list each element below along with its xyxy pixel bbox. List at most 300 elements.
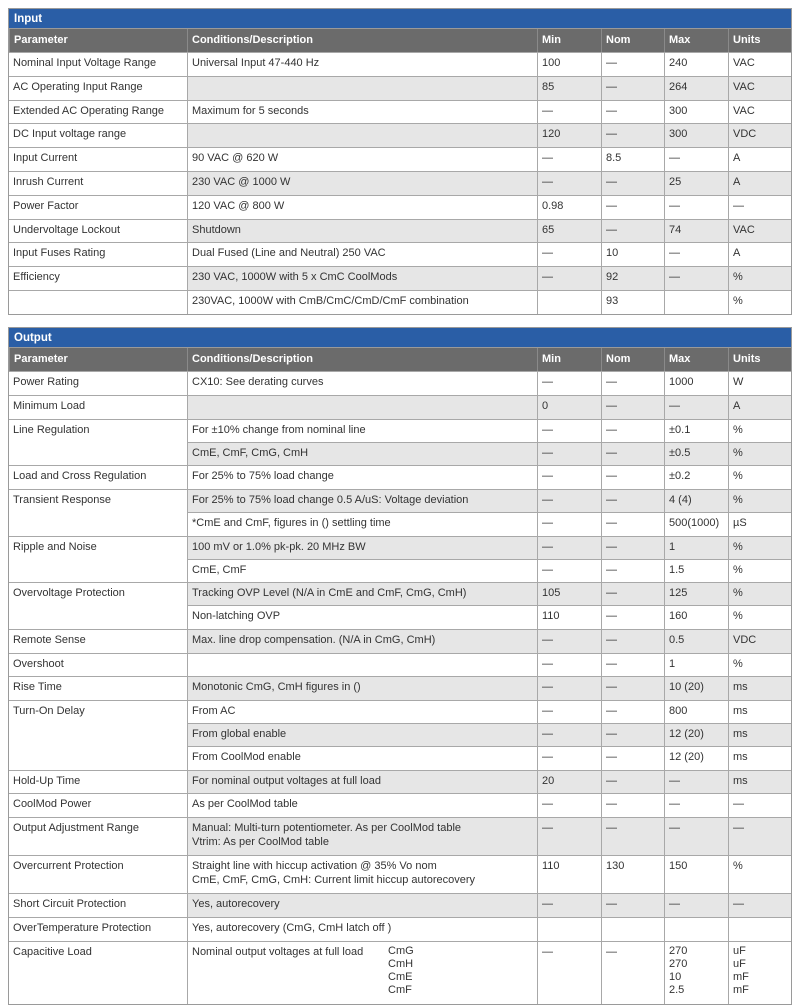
table-row — [9, 676, 791, 700]
units-cell: % — [728, 267, 791, 290]
param-cell: Remote Sense — [13, 633, 86, 646]
units-cell: VDC — [728, 630, 791, 653]
max-cell: ±0.1 — [664, 420, 728, 442]
min-cell: 110 — [537, 606, 601, 628]
max-cell: 74 — [664, 220, 728, 243]
param-cell: Turn-On Delay — [13, 705, 85, 718]
units-cell: % — [728, 420, 791, 442]
nom-cell: — — [601, 490, 664, 512]
capacitive-label: CmG — [388, 944, 414, 957]
nom-cell — [601, 918, 664, 941]
condition-line: Vtrim: As per CoolMod table — [192, 836, 329, 849]
header-max: Max — [664, 348, 728, 371]
condition-cell: Dual Fused (Line and Neutral) 250 VAC — [187, 243, 537, 266]
condition-line: For ±10% change from nominal line — [192, 423, 366, 436]
param-cell: Efficiency — [13, 271, 60, 284]
nom-cell: — — [601, 677, 664, 700]
sub-row — [187, 856, 791, 893]
max-cell: 1.5 — [664, 560, 728, 582]
capacitive-units: uF — [733, 957, 746, 970]
param-cell: Capacitive Load — [13, 945, 92, 958]
table-row — [9, 629, 791, 653]
condition-cell — [187, 918, 537, 941]
header-conditions: Conditions/Description — [187, 348, 537, 371]
condition-line: From AC — [192, 705, 236, 718]
nom-cell: 130 — [601, 856, 664, 893]
header-min: Min — [537, 29, 601, 52]
sub-row — [187, 605, 791, 628]
sub-row — [187, 818, 791, 855]
param-cell: DC Input voltage range — [13, 128, 127, 141]
values-group — [187, 654, 791, 677]
condition-cell — [187, 77, 537, 100]
param-cell: CoolMod Power — [13, 798, 92, 811]
sub-row — [187, 372, 791, 395]
condition-line: CmE, CmF, CmG, CmH — [192, 446, 309, 459]
nom-cell: 10 — [601, 243, 664, 266]
min-cell: — — [537, 243, 601, 266]
nom-cell: — — [601, 724, 664, 746]
condition-line: From CoolMod enable — [192, 751, 301, 764]
max-cell: — — [664, 243, 728, 266]
min-cell: 100 — [537, 53, 601, 76]
min-cell: 85 — [537, 77, 601, 100]
condition-cell — [187, 794, 537, 817]
param-cell — [9, 290, 187, 314]
condition-cell — [187, 537, 537, 559]
values-group — [187, 490, 791, 536]
capacitive-label: CmE — [388, 970, 413, 983]
condition-cell — [187, 654, 537, 677]
header-units: Units — [728, 29, 791, 52]
condition-cell — [187, 856, 537, 893]
param-cell: Power Rating — [13, 376, 80, 388]
min-cell: — — [537, 818, 601, 855]
units-cell — [728, 918, 791, 941]
table-row — [9, 489, 791, 536]
sub-row — [187, 701, 791, 723]
min-cell: — — [537, 466, 601, 489]
max-cell: — — [664, 196, 728, 219]
units-cell: A — [728, 396, 791, 419]
units-cell: % — [728, 537, 791, 559]
condition-cell: Maximum for 5 seconds — [187, 101, 537, 124]
sub-row — [187, 559, 791, 582]
condition-cell — [187, 942, 537, 1004]
units-cell: ms — [728, 701, 791, 723]
nom-cell: — — [601, 513, 664, 535]
sub-row — [187, 894, 791, 917]
param-cell: Transient Response — [13, 493, 112, 506]
min-cell: — — [537, 942, 601, 1004]
param-cell: Power Factor — [13, 199, 79, 212]
output-section-title: Output — [9, 328, 791, 348]
param-cell: AC Operating Input Range — [13, 80, 143, 93]
nom-cell: — — [601, 583, 664, 605]
condition-cell — [187, 396, 537, 419]
nom-cell: — — [601, 630, 664, 653]
nom-cell: 92 — [601, 267, 664, 290]
capacitive-units: mF — [733, 983, 749, 996]
param-cell: Hold-Up Time — [13, 774, 81, 787]
min-cell: 65 — [537, 220, 601, 243]
condition-cell — [187, 630, 537, 653]
table-row — [9, 653, 791, 677]
condition-cell — [187, 677, 537, 700]
nom-cell: — — [601, 53, 664, 76]
capacitive-label: CmH — [388, 957, 414, 970]
units-cell: % — [728, 856, 791, 893]
capacitive-max: 2.5 — [669, 983, 685, 996]
values-group — [187, 856, 791, 893]
table-row — [9, 219, 791, 243]
nom-cell: — — [601, 771, 664, 794]
sub-row — [187, 746, 791, 769]
nom-cell: — — [601, 172, 664, 195]
units-cell — [728, 942, 791, 1004]
header-units: Units — [728, 348, 791, 371]
max-cell: 12 (20) — [664, 747, 728, 769]
table-row — [9, 290, 791, 314]
capacitive-max: 10 — [669, 970, 682, 983]
min-cell: — — [537, 443, 601, 465]
input-section-title: Input — [9, 9, 791, 29]
condition-line: 100 mV or 1.0% pk-pk. 20 MHz BW — [192, 540, 366, 553]
param-cell: Overcurrent Protection — [13, 860, 124, 873]
table-row — [9, 700, 791, 769]
units-cell: % — [728, 466, 791, 489]
max-cell: 10 (20) — [664, 677, 728, 700]
condition-cell — [187, 372, 537, 395]
param-cell: Overvoltage Protection — [13, 587, 125, 600]
values-group — [187, 818, 791, 855]
units-cell: W — [728, 372, 791, 395]
capacitive-units: mF — [733, 970, 749, 983]
param-cell: Load and Cross Regulation — [13, 470, 147, 483]
min-cell: — — [537, 513, 601, 535]
max-cell: ±0.5 — [664, 443, 728, 465]
condition-cell — [187, 724, 537, 746]
sub-row — [187, 677, 791, 700]
header-nom: Nom — [601, 29, 664, 52]
condition-cell: Universal Input 47-440 Hz — [187, 53, 537, 76]
min-cell: 110 — [537, 856, 601, 893]
max-cell: 1 — [664, 537, 728, 559]
nom-cell: — — [601, 220, 664, 243]
input-table — [8, 8, 792, 315]
table-row — [9, 817, 791, 855]
min-cell: — — [537, 677, 601, 700]
min-cell: — — [537, 420, 601, 442]
min-cell: — — [537, 747, 601, 769]
nom-cell: — — [601, 466, 664, 489]
values-group — [187, 918, 791, 941]
max-cell: 125 — [664, 583, 728, 605]
units-cell: A — [728, 172, 791, 195]
table-row — [9, 582, 791, 629]
table-row — [9, 536, 791, 583]
header-min: Min — [537, 348, 601, 371]
min-cell: — — [537, 894, 601, 917]
max-cell: 1000 — [664, 372, 728, 395]
capacitive-labels — [388, 945, 414, 997]
nom-cell: 8.5 — [601, 148, 664, 171]
condition-cell: 90 VAC @ 620 W — [187, 148, 537, 171]
values-group — [187, 771, 791, 794]
header-conditions: Conditions/Description — [187, 29, 537, 52]
values-group — [187, 794, 791, 817]
units-cell: ms — [728, 771, 791, 794]
condition-line: Yes, autorecovery — [192, 898, 280, 911]
units-cell: % — [728, 606, 791, 628]
table-row — [9, 100, 791, 124]
values-group — [187, 583, 791, 629]
units-cell: — — [728, 196, 791, 219]
param-cell: Undervoltage Lockout — [13, 223, 121, 236]
condition-cell — [187, 420, 537, 442]
condition-line: CX10: See derating curves — [192, 376, 324, 388]
sub-row — [187, 420, 791, 442]
nom-cell: — — [601, 372, 664, 395]
condition-cell: 120 VAC @ 800 W — [187, 196, 537, 219]
condition-cell — [187, 560, 537, 582]
units-cell: — — [728, 894, 791, 917]
capacitive-max: 270 — [669, 957, 688, 970]
min-cell: — — [537, 101, 601, 124]
condition-line: For 25% to 75% load change — [192, 470, 334, 483]
max-cell: — — [664, 894, 728, 917]
nom-cell: — — [601, 396, 664, 419]
max-cell: 150 — [664, 856, 728, 893]
condition-text: Nominal output voltages at full load — [192, 945, 364, 958]
min-cell: — — [537, 630, 601, 653]
condition-cell — [187, 490, 537, 512]
sub-row — [187, 466, 791, 489]
max-cell: — — [664, 396, 728, 419]
values-group — [187, 466, 791, 489]
max-cell: 0.5 — [664, 630, 728, 653]
max-cell: 300 — [664, 101, 728, 124]
table-row-capacitive-load — [9, 941, 791, 1004]
param-cell: OverTemperature Protection — [13, 921, 152, 934]
capacitive-label: CmF — [388, 983, 412, 996]
units-cell: % — [728, 443, 791, 465]
min-cell: 20 — [537, 771, 601, 794]
min-cell: — — [537, 172, 601, 195]
condition-line: Yes, autorecovery (CmG, CmH latch off ) — [192, 921, 392, 934]
sub-row — [187, 771, 791, 794]
max-cell: 500(1000) — [664, 513, 728, 535]
param-cell: Nominal Input Voltage Range — [13, 57, 157, 69]
condition-line: CmE, CmF — [192, 563, 247, 576]
nom-cell: — — [601, 606, 664, 628]
units-cell: VAC — [728, 77, 791, 100]
units-cell: % — [728, 654, 791, 677]
units-cell: ms — [728, 677, 791, 700]
param-cell: Ripple and Noise — [13, 540, 97, 553]
values-group — [187, 701, 791, 769]
condition-cell — [187, 583, 537, 605]
condition-line: Straight line with hiccup activation @ 35% Vo nom — [192, 860, 437, 873]
condition-cell: 230VAC, 1000W with CmB/CmC/CmD/CmF combination — [187, 291, 537, 314]
param-cell: Short Circuit Protection — [13, 898, 127, 911]
table-row — [9, 371, 791, 395]
param-cell: Minimum Load — [13, 399, 86, 412]
units-cell: % — [728, 583, 791, 605]
condition-cell — [187, 894, 537, 917]
values-group — [187, 420, 791, 466]
sub-row — [187, 723, 791, 746]
sub-row — [187, 490, 791, 512]
condition-cell — [187, 466, 537, 489]
min-cell: — — [537, 794, 601, 817]
max-cell: 240 — [664, 53, 728, 76]
min-cell: — — [537, 654, 601, 677]
condition-cell — [187, 443, 537, 465]
condition-cell — [187, 747, 537, 769]
values-group — [187, 537, 791, 583]
nom-cell: — — [601, 560, 664, 582]
table-row — [9, 793, 791, 817]
table-row — [9, 855, 791, 893]
condition-cell: Shutdown — [187, 220, 537, 243]
table-row — [9, 419, 791, 466]
values-group — [187, 630, 791, 653]
max-cell: — — [664, 771, 728, 794]
units-cell: % — [728, 490, 791, 512]
header-parameter: Parameter — [9, 348, 187, 371]
units-cell: — — [728, 818, 791, 855]
condition-cell: 230 VAC, 1000W with 5 x CmC CoolMods — [187, 267, 537, 290]
max-cell: — — [664, 267, 728, 290]
nom-cell: — — [601, 77, 664, 100]
param-cell: Output Adjustment Range — [13, 822, 139, 835]
table-row — [9, 242, 791, 266]
nom-cell: — — [601, 701, 664, 723]
table-row — [9, 465, 791, 489]
min-cell: 105 — [537, 583, 601, 605]
max-cell: 160 — [664, 606, 728, 628]
nom-cell: — — [601, 443, 664, 465]
table-row — [9, 52, 791, 76]
min-cell: — — [537, 537, 601, 559]
max-cell: — — [664, 148, 728, 171]
units-cell: VAC — [728, 53, 791, 76]
condition-cell — [187, 513, 537, 535]
sub-row — [187, 630, 791, 653]
capacitive-units: uF — [733, 944, 746, 957]
table-row — [9, 917, 791, 941]
units-cell: VAC — [728, 101, 791, 124]
max-cell: 12 (20) — [664, 724, 728, 746]
nom-cell: — — [601, 420, 664, 442]
condition-line: Non-latching OVP — [192, 610, 281, 623]
header-max: Max — [664, 29, 728, 52]
sub-row — [187, 396, 791, 419]
min-cell: 0.98 — [537, 196, 601, 219]
nom-cell: — — [601, 942, 664, 1004]
max-cell: 25 — [664, 172, 728, 195]
min-cell: 0 — [537, 396, 601, 419]
sub-row — [187, 583, 791, 605]
max-cell — [664, 291, 728, 314]
table-row — [9, 171, 791, 195]
max-cell: 300 — [664, 124, 728, 147]
max-cell: — — [664, 794, 728, 817]
table-row — [9, 395, 791, 419]
nom-cell: — — [601, 654, 664, 677]
sub-row — [187, 442, 791, 465]
param-cell: Line Regulation — [13, 423, 90, 436]
nom-cell: 93 — [601, 291, 664, 314]
nom-cell: — — [601, 101, 664, 124]
table-row — [9, 195, 791, 219]
sub-row — [187, 918, 791, 941]
condition-line: Tracking OVP Level (N/A in CmE and CmF, CmG, CmH) — [192, 587, 467, 600]
units-cell: — — [728, 794, 791, 817]
max-cell: ±0.2 — [664, 466, 728, 489]
param-cell: Extended AC Operating Range — [13, 104, 165, 117]
nom-cell: — — [601, 747, 664, 769]
min-cell: — — [537, 490, 601, 512]
condition-line: Max. line drop compensation. (N/A in CmG, CmH) — [192, 633, 436, 646]
units-cell: % — [728, 560, 791, 582]
param-cell: Rise Time — [13, 681, 62, 694]
max-cell: — — [664, 818, 728, 855]
table-row — [9, 76, 791, 100]
header-parameter: Parameter — [9, 29, 187, 52]
max-cell — [664, 918, 728, 941]
condition-cell — [187, 606, 537, 628]
condition-line: For nominal output voltages at full load — [192, 774, 381, 787]
min-cell: — — [537, 701, 601, 723]
condition-cell: 230 VAC @ 1000 W — [187, 172, 537, 195]
max-cell: 800 — [664, 701, 728, 723]
min-cell — [537, 918, 601, 941]
condition-cell — [187, 771, 537, 794]
min-cell: — — [537, 267, 601, 290]
nom-cell: — — [601, 818, 664, 855]
units-cell: ms — [728, 747, 791, 769]
condition-cell — [187, 818, 537, 855]
table-row — [9, 893, 791, 917]
output-table — [8, 327, 792, 1005]
table-row — [9, 770, 791, 794]
table-row — [9, 147, 791, 171]
max-cell: 1 — [664, 654, 728, 677]
min-cell — [537, 291, 601, 314]
condition-cell — [187, 124, 537, 147]
max-cell: 264 — [664, 77, 728, 100]
values-group — [187, 894, 791, 917]
values-group — [187, 677, 791, 700]
nom-cell: — — [601, 537, 664, 559]
min-cell: 120 — [537, 124, 601, 147]
sub-row — [187, 537, 791, 559]
min-cell: — — [537, 372, 601, 395]
condition-line: From global enable — [192, 728, 287, 741]
values-group — [187, 396, 791, 419]
max-cell: 4 (4) — [664, 490, 728, 512]
min-cell: — — [537, 148, 601, 171]
units-cell: A — [728, 148, 791, 171]
nom-cell: — — [601, 196, 664, 219]
sub-row — [187, 794, 791, 817]
sub-row — [187, 512, 791, 535]
condition-line: For 25% to 75% load change 0.5 A/uS: Voltage deviation — [192, 493, 469, 506]
condition-line: Manual: Multi-turn potentiometer. As per CoolMod table — [192, 822, 462, 835]
nom-cell: — — [601, 794, 664, 817]
